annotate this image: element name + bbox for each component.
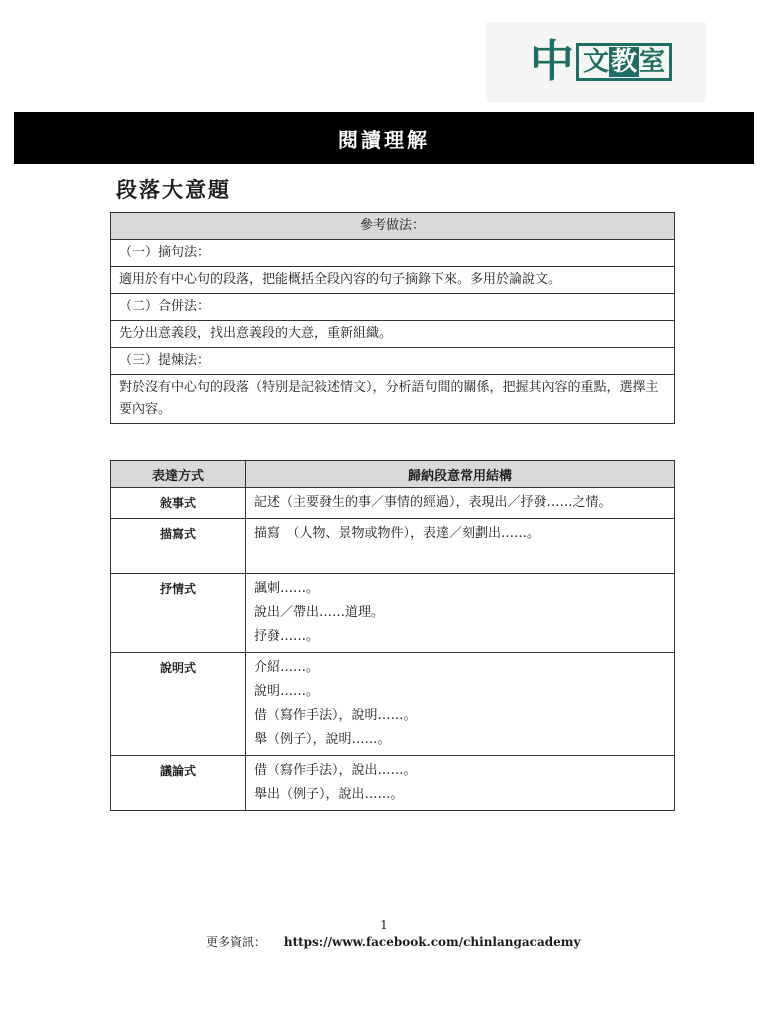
structure-line: 抒發……。 xyxy=(254,629,320,644)
table-row xyxy=(111,488,675,519)
methods-table-header: 參考做法： xyxy=(111,213,675,240)
structure-line: 記述（主要發生的事／事情的經過），表現出／抒發……之情。 xyxy=(254,495,612,510)
logo xyxy=(530,36,672,88)
footer xyxy=(206,933,580,950)
logo-char-1: 中 xyxy=(530,36,574,87)
table-row xyxy=(111,574,675,653)
structure-cell xyxy=(246,488,675,519)
expression-type: 描寫式 xyxy=(111,519,246,574)
logo-area xyxy=(486,22,706,102)
expression-type: 說明式 xyxy=(111,653,246,756)
methods-row: （一）摘句法： xyxy=(111,240,675,267)
page-number: 1 xyxy=(380,918,388,932)
structure-line: 舉（例子），說明……。 xyxy=(254,732,391,747)
structure-cell xyxy=(246,756,675,811)
structure-cell xyxy=(246,574,675,653)
methods-row: （三）提煉法： xyxy=(111,348,675,375)
expression-type: 敍事式 xyxy=(111,488,246,519)
methods-row: 先分出意義段，找出意義段的大意，重新組織。 xyxy=(111,321,675,348)
section-title: 段落大意題 xyxy=(116,177,231,202)
structure-line: 介紹……。 xyxy=(254,660,320,675)
structure-table xyxy=(110,460,675,811)
table-row xyxy=(111,653,675,756)
structure-line xyxy=(254,546,666,570)
structure-cell xyxy=(246,519,675,574)
structure-line: 說明……。 xyxy=(254,684,320,699)
expression-type: 議論式 xyxy=(111,756,246,811)
structure-line: 借（寫作手法），說出……。 xyxy=(254,763,417,778)
methods-row: 適用於有中心句的段落，把能概括全段內容的句子摘錄下來。多用於論說文。 xyxy=(111,267,675,294)
expression-type: 抒情式 xyxy=(111,574,246,653)
logo-char-4: 室 xyxy=(639,47,666,77)
structure-line: 描寫 （人物、景物或物件），表達／刻劃出……。 xyxy=(254,526,541,541)
page-banner xyxy=(14,112,754,164)
logo-char-2: 文 xyxy=(583,47,610,77)
structure-cell xyxy=(246,653,675,756)
logo-box xyxy=(576,43,672,81)
footer-link[interactable]: https://www.facebook.com/chinlangacademy xyxy=(283,935,581,949)
structure-line: 說出／帶出……道理。 xyxy=(254,605,385,620)
table-row xyxy=(111,756,675,811)
column-header-structure: 歸納段意常用結構 xyxy=(246,461,675,488)
logo-char-3: 教 xyxy=(611,47,638,77)
structure-line: 諷刺……。 xyxy=(254,581,320,596)
structure-line: 舉出（例子），說出……。 xyxy=(254,787,404,802)
table-row xyxy=(111,519,675,574)
banner-title: 閱讀理解 xyxy=(338,127,430,152)
column-header-expression: 表達方式 xyxy=(111,461,246,488)
methods-row: 對於沒有中心句的段落（特別是記敍述情文），分析語句間的關係，把握其內容的重點，選擇主要內容。 xyxy=(111,375,675,424)
structure-line: 借（寫作手法），說明……。 xyxy=(254,708,417,723)
footer-label: 更多資訊： xyxy=(206,935,267,949)
methods-row: （二）合併法： xyxy=(111,294,675,321)
methods-table xyxy=(110,212,675,424)
